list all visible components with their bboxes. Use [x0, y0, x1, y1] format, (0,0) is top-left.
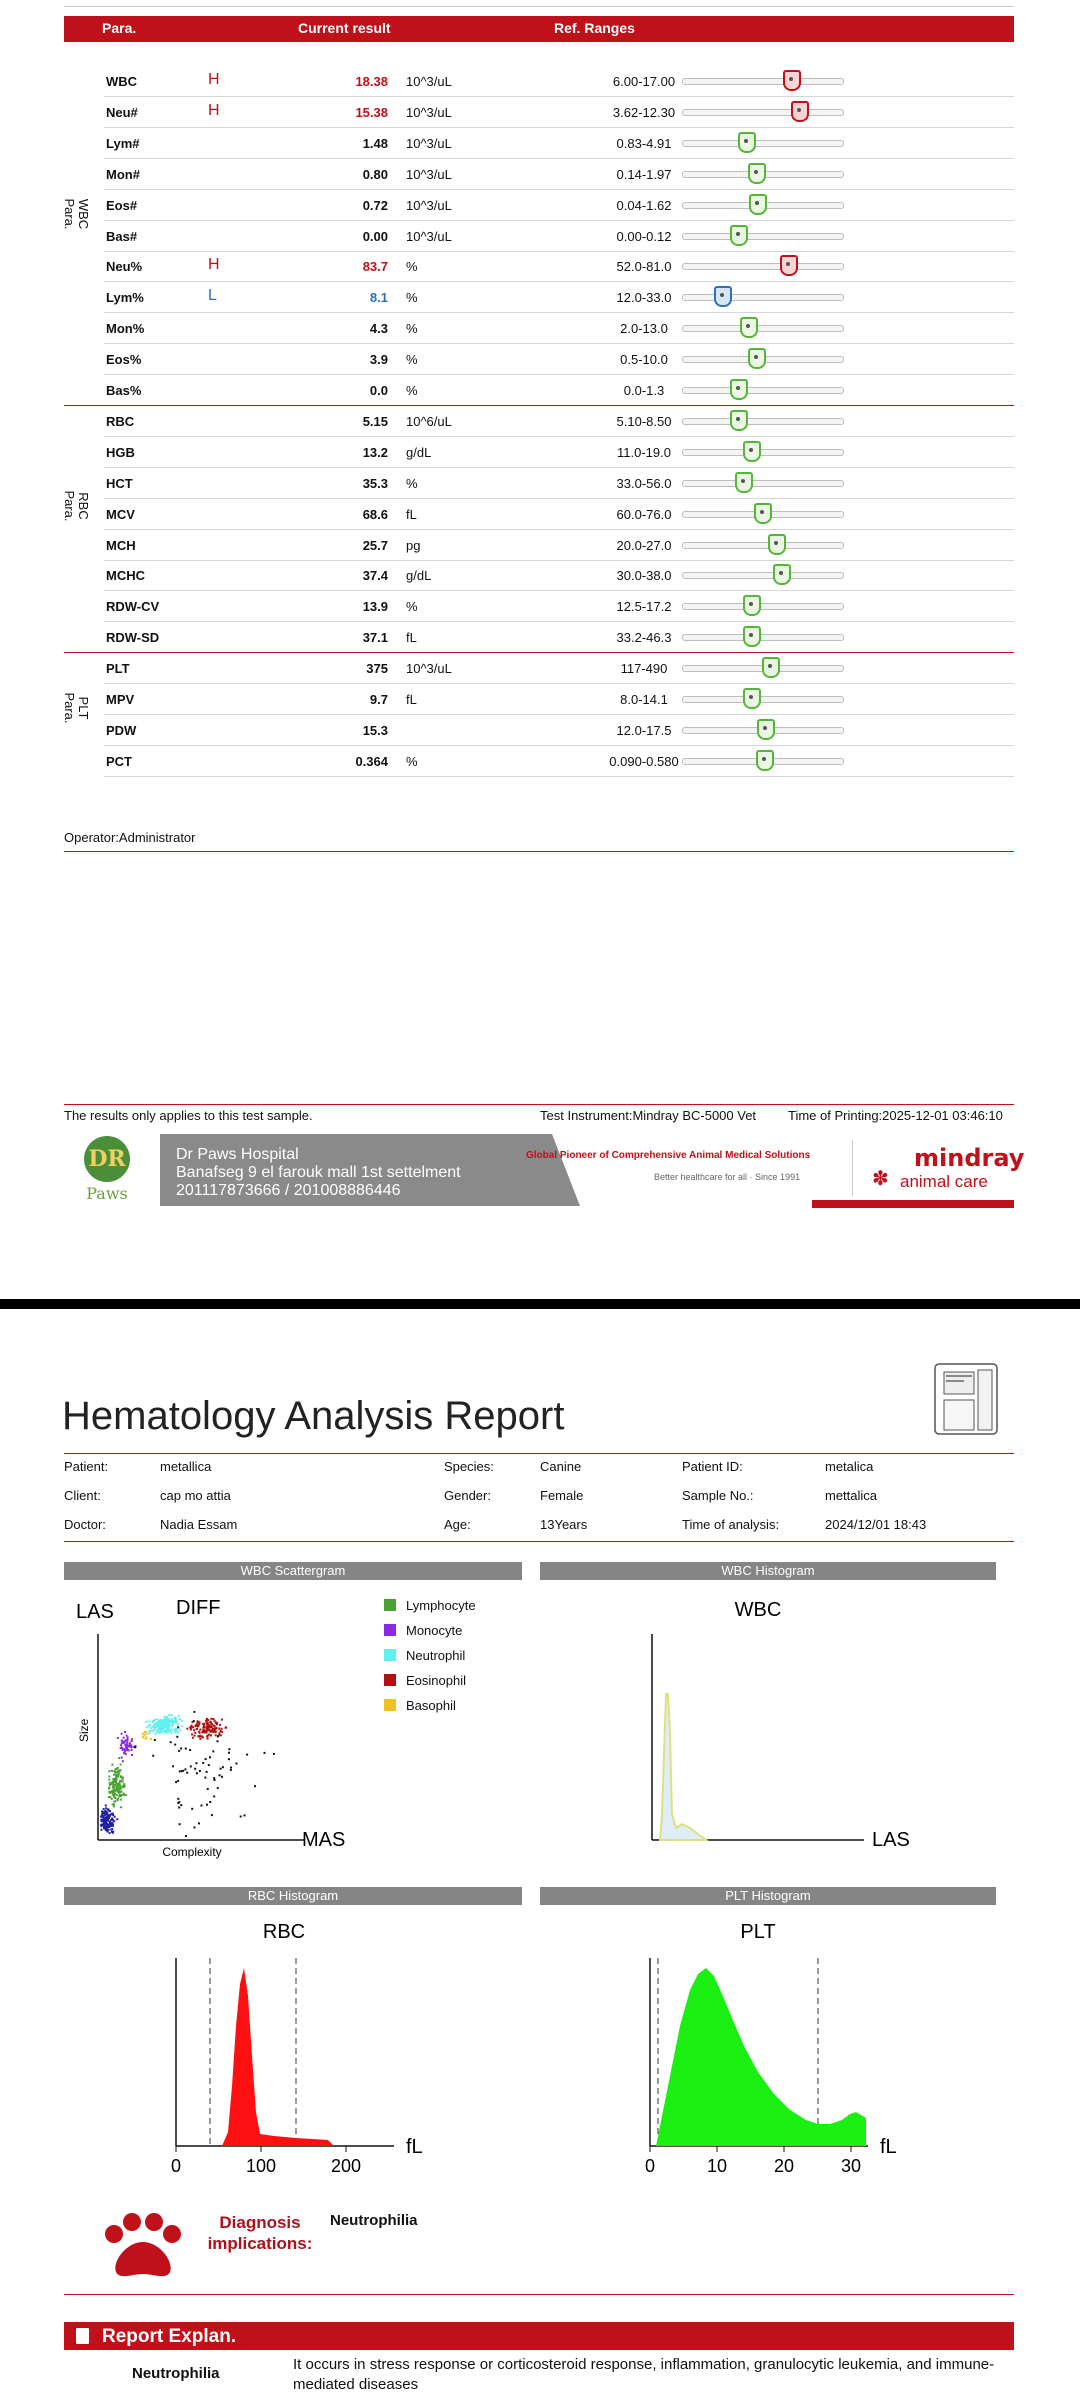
unit: 10^3/uL: [406, 228, 452, 244]
header-para: Para.: [102, 20, 137, 36]
legend-item: [384, 1673, 466, 1688]
legend-label: Lymphocyte: [406, 1598, 476, 1613]
doctor-value: Nadia Essam: [160, 1517, 238, 1532]
banner-slogan: Global Pioneer of Comprehensive Animal Medical Solutions: [526, 1150, 811, 1161]
hospital-name: Dr Paws Hospital: [176, 1146, 299, 1163]
param-name: Mon%: [106, 321, 145, 337]
param-name: Lym%: [106, 290, 144, 306]
flag: L: [208, 287, 217, 305]
legend-item: [384, 1598, 476, 1613]
range-marker: [780, 255, 798, 276]
banner-tagline: Better healthcare for all · Since 1991: [654, 1172, 801, 1182]
result-value: 1.48: [362, 135, 388, 151]
client-value: cap mo attia: [160, 1488, 231, 1503]
rbc-hist-unit: fL: [406, 2136, 423, 2158]
analysis-time-value: 2024/12/01 18:43: [825, 1517, 927, 1532]
range-bar: [682, 572, 844, 579]
banner-divider: [852, 1140, 853, 1196]
footer-printing-time: Time of Printing:2025-12-01 03:46:10: [788, 1108, 1003, 1123]
result-value: 0.72: [362, 197, 388, 213]
legend-label: Neutrophil: [406, 1648, 466, 1663]
range-bar: [682, 356, 844, 363]
unit: %: [406, 753, 418, 769]
legend-item: [384, 1623, 462, 1638]
range-marker: [740, 317, 758, 338]
logo-letters: DR: [88, 1146, 126, 1172]
range-bar: [682, 418, 844, 425]
result-row-mon-: [104, 159, 1014, 190]
range-marker: [743, 688, 761, 709]
legend-item: [384, 1698, 456, 1713]
range-bar: [682, 294, 844, 301]
ref-range: 0.0-1.3: [623, 383, 665, 398]
result-row-mon-: [104, 313, 1014, 344]
rbc-hist-curve: [222, 1968, 334, 2146]
ref-range: 20.0-27.0: [616, 537, 672, 553]
doctor-label: Doctor:: [64, 1517, 106, 1532]
patient-value: metallica: [160, 1459, 212, 1474]
flag: H: [208, 101, 220, 119]
result-row-pdw: [104, 715, 1014, 746]
result-row-hct: [104, 468, 1014, 499]
result-value: 13.2: [362, 444, 388, 460]
param-name: Bas%: [106, 383, 142, 398]
result-row-mchc: [104, 560, 1014, 591]
unit: fL: [406, 692, 417, 707]
range-marker: [754, 503, 772, 524]
legend-swatch: [384, 1599, 396, 1611]
gender-value: Female: [540, 1488, 584, 1503]
legend-item: [384, 1648, 465, 1663]
range-bar: [682, 696, 844, 703]
ref-range: 52.0-81.0: [616, 259, 672, 275]
wbc-histogram: [540, 1584, 996, 1874]
unit: 10^3/uL: [406, 661, 452, 677]
patient-label: Patient:: [64, 1459, 109, 1474]
result-row-bas-: [104, 375, 1014, 406]
param-name: PLT: [106, 661, 130, 677]
sample-no-label: Sample No.:: [682, 1488, 754, 1503]
param-name: Eos%: [106, 352, 142, 368]
range-marker: [756, 750, 774, 771]
result-row-rdw-cv: [104, 591, 1014, 622]
result-row-lym-: [104, 282, 1014, 313]
range-bar: [682, 325, 844, 332]
ref-range: 6.00-17.00: [612, 74, 676, 89]
scatter-y-top-label: LAS: [76, 1601, 114, 1623]
result-value: 13.9: [362, 599, 388, 615]
footer-instrument: Test Instrument:Mindray BC-5000 Vet: [540, 1108, 757, 1123]
range-bar: [682, 109, 844, 116]
range-bar: [682, 758, 844, 765]
plt-hist-unit: fL: [880, 2136, 897, 2158]
result-row-lym-: [104, 128, 1014, 159]
range-bar: [682, 634, 844, 641]
unit: 10^3/uL: [406, 166, 452, 182]
result-value: 0.0: [369, 383, 388, 398]
ref-range: 60.0-76.0: [616, 506, 672, 522]
rbc-plt-divider: [64, 652, 1014, 653]
hospital-banner: [64, 1134, 1025, 1210]
range-bar: [682, 171, 844, 178]
result-row-hgb: [104, 437, 1014, 468]
unit: %: [406, 259, 418, 275]
banner-red-stripe: [812, 1200, 1014, 1208]
hospital-address: Banafseg 9 el farouk mall 1st settelment: [176, 1164, 461, 1181]
result-value: 18.38: [355, 74, 388, 89]
mindray-brand: mindray: [914, 1144, 1025, 1172]
range-marker: [748, 163, 766, 184]
scatter-points: [100, 1711, 275, 1837]
range-marker: [743, 626, 761, 647]
header-current-result: Current result: [298, 20, 391, 36]
result-value: 15.38: [355, 104, 388, 120]
ref-range: 0.090-0.580: [609, 753, 679, 769]
range-bar: [682, 542, 844, 549]
wbc-histogram-header: WBC Histogram: [540, 1562, 996, 1580]
ref-range: 0.04-1.62: [616, 197, 672, 213]
plt-hist-curve: [656, 1968, 866, 2146]
ref-range: 12.0-17.5: [616, 722, 672, 738]
result-row-neu-: [104, 251, 1014, 282]
result-row-rbc: [104, 406, 1014, 437]
group-label-wbc: WBC Para.: [62, 198, 91, 230]
footer-divider: [64, 1104, 1014, 1105]
result-row-neu-: [104, 97, 1014, 128]
result-row-eos-: [104, 344, 1014, 375]
param-name: WBC: [106, 74, 138, 89]
range-marker: [748, 348, 766, 369]
result-row-mpv: [104, 684, 1014, 715]
range-bar: [682, 665, 844, 672]
title-divider: [64, 1453, 1014, 1454]
range-marker: [730, 379, 748, 400]
result-row-bas-: [104, 221, 1014, 252]
mindray-brand-sub: animal care: [900, 1172, 988, 1191]
wbc-rbc-divider: [64, 405, 1014, 406]
result-value: 68.6: [362, 506, 388, 522]
top-divider: [64, 6, 1014, 7]
unit: 10^3/uL: [406, 104, 452, 120]
plt-tick-label: 10: [706, 2156, 728, 2176]
ref-range: 12.0-33.0: [616, 290, 672, 306]
result-row-plt: [104, 653, 1014, 684]
param-name: PDW: [106, 722, 137, 738]
group-label-rbc: RBC Para.: [62, 490, 91, 522]
result-value: 15.3: [362, 722, 388, 738]
range-bar: [682, 78, 844, 85]
ref-range: 0.83-4.91: [616, 135, 672, 151]
wbc-scattergram-header: WBC Scattergram: [64, 1562, 522, 1580]
ref-range: 0.00-0.12: [616, 228, 672, 244]
logo-text: Paws: [86, 1184, 128, 1203]
diagnosis-label: Diagnosis implications:: [207, 2213, 313, 2253]
range-marker: [762, 657, 780, 678]
unit: fL: [406, 506, 417, 522]
unit: 10^6/uL: [406, 413, 452, 429]
param-name: Neu%: [106, 259, 143, 275]
result-value: 4.3: [369, 321, 388, 337]
range-bar: [682, 480, 844, 487]
range-marker: [714, 286, 732, 307]
unit: 10^3/uL: [406, 135, 452, 151]
param-name: HGB: [106, 444, 135, 460]
param-name: PCT: [106, 753, 132, 769]
param-name: MCV: [106, 506, 135, 522]
unit: fL: [406, 630, 417, 646]
rbc-histogram: [64, 1906, 522, 2186]
range-bar: [682, 263, 844, 270]
legend-swatch: [384, 1699, 396, 1711]
result-value: 37.1: [362, 630, 388, 646]
result-row-pct: [104, 746, 1014, 777]
hospital-phones: 201117873666 / 201008886446: [176, 1182, 401, 1199]
ref-range: 0.14-1.97: [616, 166, 672, 182]
result-value: 37.4: [362, 568, 388, 584]
param-name: Mon#: [106, 166, 140, 182]
range-marker: [791, 101, 809, 122]
range-marker: [783, 70, 801, 91]
result-row-rdw-sd: [104, 622, 1014, 653]
legend-swatch: [384, 1624, 396, 1636]
sample-no-value: mettalica: [825, 1488, 878, 1503]
species-label: Species:: [444, 1459, 494, 1474]
ref-range: 117-490: [620, 661, 668, 677]
scatter-x-label: Complexity: [162, 1845, 222, 1859]
flag: H: [208, 256, 220, 274]
range-marker: [730, 225, 748, 246]
result-value: 0.80: [362, 166, 388, 182]
flag: H: [208, 71, 220, 88]
scatter-x-end-label: MAS: [302, 1829, 346, 1851]
range-marker: [773, 564, 791, 585]
range-marker: [735, 472, 753, 493]
ref-range: 0.5-10.0: [620, 352, 668, 368]
unit: %: [406, 290, 418, 306]
ref-range: 33.2-46.3: [616, 630, 672, 646]
result-row-mcv: [104, 499, 1014, 530]
gender-label: Gender:: [444, 1488, 491, 1503]
age-label: Age:: [444, 1517, 471, 1532]
legend-label: Eosinophil: [406, 1673, 466, 1688]
paw-icon: [100, 2212, 188, 2282]
rbc-histogram-header: RBC Histogram: [64, 1887, 522, 1905]
analyzer-icon: [932, 1360, 1002, 1436]
results-table-header: [64, 16, 1014, 42]
param-name: Bas#: [106, 228, 138, 244]
range-bar: [682, 727, 844, 734]
info-divider: [64, 1541, 1014, 1542]
range-marker: [768, 534, 786, 555]
param-name: MCH: [106, 537, 136, 553]
param-name: Neu#: [106, 104, 138, 120]
report-explan-title: Report Explan.: [102, 2326, 237, 2347]
param-name: HCT: [106, 475, 133, 491]
param-name: RDW-CV: [106, 599, 160, 615]
plt-tick-label: 0: [644, 2156, 656, 2176]
result-value: 3.9: [369, 352, 388, 368]
client-label: Client:: [64, 1488, 101, 1503]
ref-range: 3.62-12.30: [612, 104, 676, 120]
legend-swatch: [384, 1649, 396, 1661]
range-marker: [738, 132, 756, 153]
range-marker: [743, 441, 761, 462]
result-value: 375: [366, 661, 388, 677]
wbc-hist-x-end: LAS: [872, 1829, 910, 1851]
header-ref-ranges: Ref. Ranges: [554, 20, 635, 36]
param-name: MPV: [106, 692, 135, 707]
unit: %: [406, 383, 418, 398]
ref-range: 11.0-19.0: [617, 444, 671, 460]
legend-swatch: [384, 1674, 396, 1686]
range-bar: [682, 387, 844, 394]
plt-histogram-header: PLT Histogram: [540, 1887, 996, 1905]
ref-range: 5.10-8.50: [616, 413, 672, 429]
ref-range: 30.0-38.0: [616, 568, 672, 584]
document-icon: [76, 2328, 89, 2344]
param-name: Lym#: [106, 135, 140, 151]
range-bar: [682, 233, 844, 240]
scatter-y-side-label: Size: [77, 1718, 91, 1742]
legend-label: Monocyte: [406, 1623, 463, 1638]
unit: %: [406, 599, 418, 615]
range-marker: [730, 410, 748, 431]
result-value: 25.7: [362, 537, 388, 553]
result-value: 5.15: [362, 413, 388, 429]
result-row-wbc: [104, 66, 1014, 97]
range-marker: [757, 719, 775, 740]
wbc-hist-curve: [660, 1694, 706, 1840]
ref-range: 12.5-17.2: [616, 599, 672, 615]
plt-hist-title: PLT: [740, 1921, 776, 1943]
result-value: 35.3: [362, 475, 388, 491]
explan-text: It occurs in stress response or corticosteroid response, inflammation, granulocytic leukemia, and immune-mediated diseases: [293, 2356, 995, 2393]
plt-tick-label: 30: [840, 2156, 862, 2176]
hospital-logo: [76, 1136, 138, 1206]
unit: %: [406, 352, 418, 368]
param-name: RBC: [106, 413, 135, 429]
mindray-paw-icon: ✽: [872, 1168, 889, 1190]
range-bar: [682, 603, 844, 610]
range-bar: [682, 511, 844, 518]
diagnosis-divider: [64, 2294, 1014, 2295]
param-name: Eos#: [106, 197, 138, 213]
range-marker: [749, 194, 767, 215]
operator-label: Operator:Administrator: [64, 830, 196, 845]
age-value: 13Years: [540, 1517, 588, 1532]
patient-id-label: Patient ID:: [682, 1459, 743, 1474]
plt-histogram: [540, 1906, 996, 2186]
result-row-mch: [104, 530, 1014, 561]
footer-note: The results only applies to this test sample.: [64, 1108, 313, 1123]
result-value: 0.364: [355, 753, 388, 769]
unit: g/dL: [406, 568, 432, 584]
group-label-plt: PLT Para.: [62, 692, 91, 724]
rbc-tick-label: 100: [245, 2156, 277, 2176]
ref-range: 33.0-56.0: [616, 475, 672, 491]
page-break-bar: [0, 1299, 1080, 1309]
rbc-hist-title: RBC: [262, 1921, 306, 1943]
param-name: RDW-SD: [106, 630, 160, 646]
explan-term: Neutrophilia: [132, 2365, 220, 2382]
patient-id-value: metalica: [825, 1459, 874, 1474]
logo-circle: [84, 1136, 130, 1182]
rbc-tick-label: 200: [330, 2156, 362, 2176]
plt-tick-label: 20: [773, 2156, 795, 2176]
legend-label: Basophil: [406, 1698, 456, 1713]
unit: %: [406, 475, 418, 491]
wbc-hist-title: WBC: [734, 1599, 782, 1621]
ref-range: 8.0-14.1: [620, 692, 668, 707]
range-bar: [682, 140, 844, 147]
diagnosis-value: Neutrophilia: [330, 2212, 418, 2229]
unit: 10^3/uL: [406, 197, 452, 213]
report-explan-bar: [64, 2322, 1014, 2350]
analysis-time-label: Time of analysis:: [682, 1517, 780, 1532]
range-bar: [682, 202, 844, 209]
result-row-eos-: [104, 190, 1014, 221]
result-value: 8.1: [369, 290, 388, 306]
unit: 10^3/uL: [406, 74, 452, 89]
unit: %: [406, 321, 418, 337]
rbc-tick-label: 0: [170, 2156, 182, 2176]
param-name: MCHC: [106, 568, 145, 584]
unit: g/dL: [406, 444, 432, 460]
report-title: Hematology Analysis Report: [62, 1394, 565, 1438]
unit: pg: [406, 537, 421, 553]
result-value: 0.00: [362, 228, 388, 244]
range-marker: [743, 595, 761, 616]
operator-divider: [64, 851, 1014, 852]
scatter-title: DIFF: [176, 1597, 221, 1619]
ref-range: 2.0-13.0: [620, 321, 668, 337]
result-value: 83.7: [362, 259, 388, 275]
result-value: 9.7: [369, 692, 388, 707]
species-value: Canine: [540, 1459, 582, 1474]
range-bar: [682, 449, 844, 456]
